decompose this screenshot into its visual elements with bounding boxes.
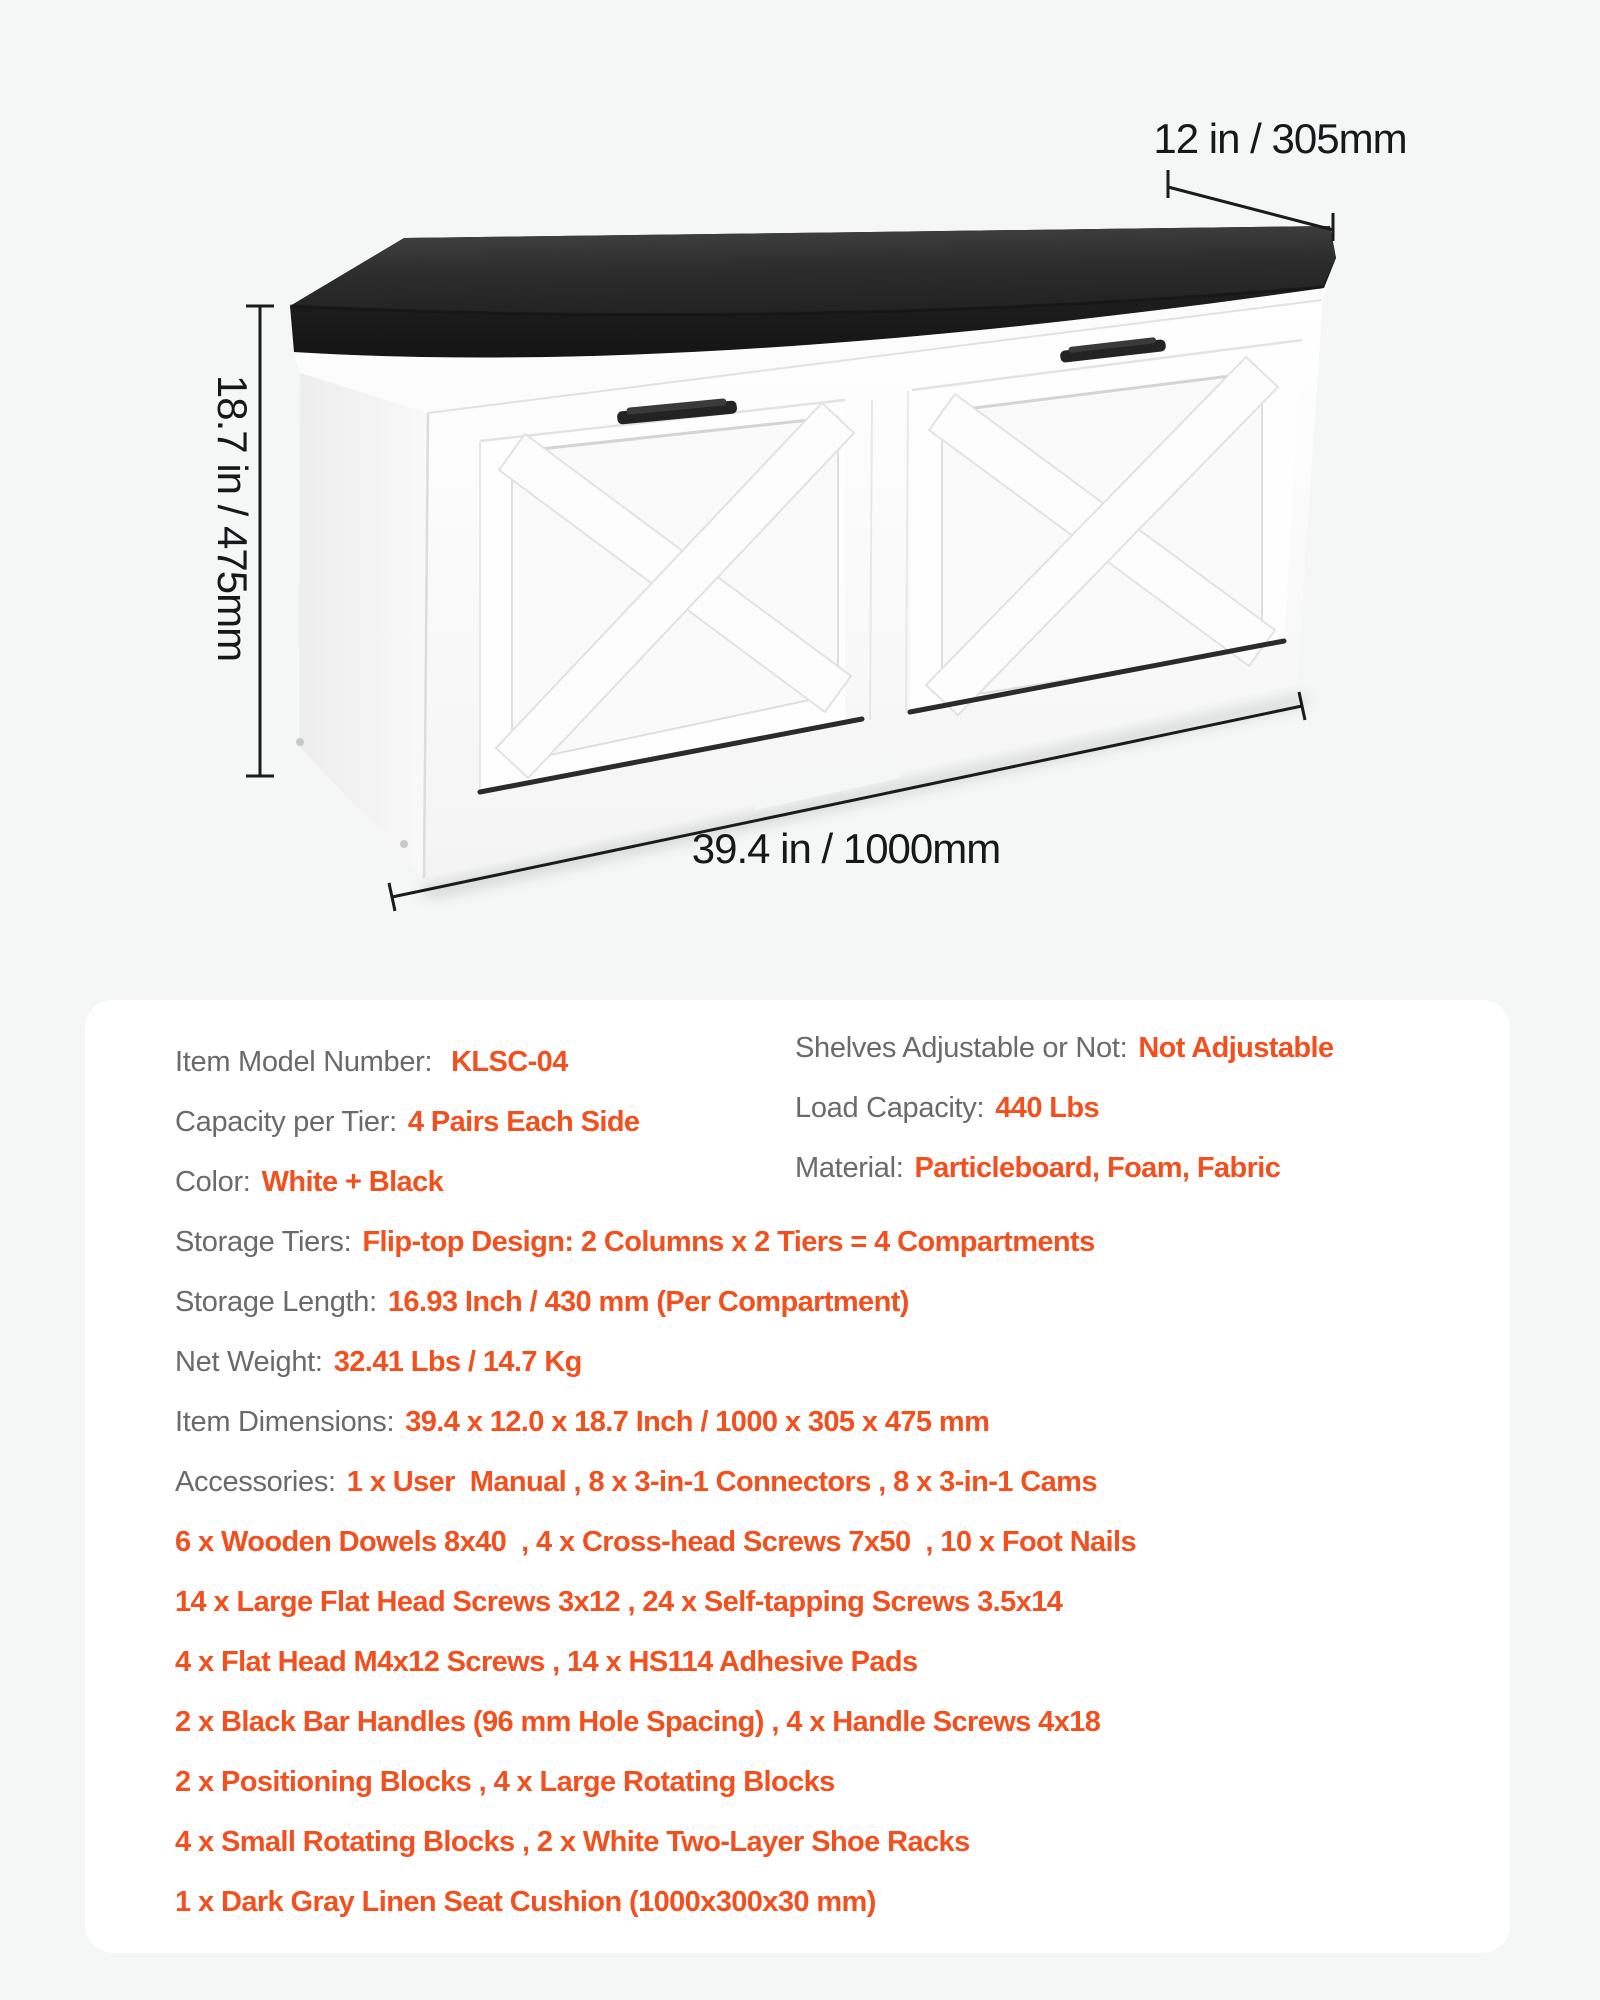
spec-row: [175, 1572, 1470, 1632]
spec-pair: [795, 1092, 1099, 1152]
depth-dimension-line: [1168, 187, 1333, 230]
spec-pair: [175, 1466, 1097, 1499]
spec-pair: [175, 1766, 835, 1799]
spec-label: Material:: [795, 1152, 904, 1184]
spec-row: [175, 1212, 1470, 1272]
spec-row: [175, 1392, 1470, 1452]
spec-row: [175, 1812, 1470, 1872]
spec-row: [175, 1032, 1470, 1092]
spec-label: Storage Length:: [175, 1285, 377, 1318]
spec-pair: [175, 1406, 989, 1439]
height-dimension-label: 18.7 in / 475mm: [209, 374, 256, 662]
spec-value: 440 Lbs: [995, 1092, 1100, 1124]
spec-value: 4 x Flat Head M4x12 Screws , 14 x HS114 Adhesive Pads: [175, 1645, 918, 1678]
spec-pair: [175, 1826, 970, 1859]
spec-pair: [175, 1286, 909, 1319]
spec-row: [175, 1152, 1470, 1212]
spec-value: White + Black: [261, 1165, 444, 1198]
spec-label: Net Weight:: [175, 1345, 323, 1378]
spec-row: [175, 1692, 1470, 1752]
spec-row: [175, 1092, 1470, 1152]
spec-pair: [795, 1032, 1333, 1092]
spec-value: KLSC-04: [451, 1045, 568, 1078]
cabinet-side-panel: [299, 372, 428, 878]
spec-pair: [175, 1346, 582, 1379]
spec-value: Not Adjustable: [1138, 1032, 1334, 1064]
spec-label: Color:: [175, 1165, 251, 1198]
spec-pair: [175, 1706, 1100, 1739]
spec-row: [175, 1752, 1470, 1812]
spec-value: 6 x Wooden Dowels 8x40 , 4 x Cross-head Screws 7x50 , 10 x Foot Nails: [175, 1525, 1137, 1558]
spec-pair: [175, 1526, 1136, 1559]
spec-value: 16.93 Inch / 430 mm (Per Compartment): [387, 1285, 909, 1318]
spec-value: 14 x Large Flat Head Screws 3x12 , 24 x Self-tapping Screws 3.5x14: [175, 1585, 1063, 1618]
spec-pair: [175, 1586, 1062, 1619]
spec-row: [175, 1272, 1470, 1332]
spec-label: Item Dimensions:: [175, 1405, 395, 1438]
spec-pair: [175, 1226, 1095, 1259]
spec-value: 1 x Dark Gray Linen Seat Cushion (1000x300x30 mm): [175, 1885, 876, 1918]
spec-row: [175, 1872, 1470, 1932]
spec-label: Item Model Number:: [175, 1045, 441, 1078]
spec-card: [85, 1000, 1510, 1953]
spec-label: Capacity per Tier:: [175, 1105, 397, 1138]
spec-row: [175, 1332, 1470, 1392]
product-image-area: [0, 0, 1600, 960]
spec-label: Accessories:: [175, 1465, 336, 1498]
spec-value: 2 x Positioning Blocks , 4 x Large Rotating Blocks: [175, 1765, 835, 1798]
spec-value: 39.4 x 12.0 x 18.7 Inch / 1000 x 305 x 475 mm: [405, 1405, 990, 1438]
spec-pair: [175, 1046, 568, 1079]
spec-label: Shelves Adjustable or Not:: [795, 1032, 1128, 1064]
spec-value: 4 Pairs Each Side: [407, 1105, 640, 1138]
spec-value: Flip-top Design: 2 Columns x 2 Tiers = 4 Compartments: [362, 1225, 1095, 1258]
spec-pair: [175, 1106, 639, 1139]
spec-pair: [795, 1152, 1280, 1212]
spec-value: Particleboard, Foam, Fabric: [914, 1152, 1281, 1184]
spec-row: [175, 1512, 1470, 1572]
width-dimension-label: 39.4 in / 1000mm: [691, 825, 1001, 872]
screw-hole: [400, 840, 408, 848]
spec-pair: [175, 1886, 876, 1919]
spec-value: 32.41 Lbs / 14.7 Kg: [333, 1345, 582, 1378]
spec-label: Load Capacity:: [795, 1092, 985, 1124]
screw-hole: [296, 738, 304, 746]
spec-row: [175, 1632, 1470, 1692]
spec-pair: [175, 1646, 918, 1679]
spec-label: Storage Tiers:: [175, 1225, 352, 1258]
spec-value: 4 x Small Rotating Blocks , 2 x White Two-Layer Shoe Racks: [175, 1825, 970, 1858]
spec-row: [175, 1452, 1470, 1512]
spec-value: 1 x User Manual , 8 x 3-in-1 Connectors , 8 x 3-in-1 Cams: [346, 1465, 1097, 1498]
spec-value: 2 x Black Bar Handles (96 mm Hole Spacing) , 4 x Handle Screws 4x18: [175, 1705, 1101, 1738]
depth-dimension-label: 12 in / 305mm: [1153, 115, 1407, 162]
spec-pair: [175, 1166, 443, 1199]
